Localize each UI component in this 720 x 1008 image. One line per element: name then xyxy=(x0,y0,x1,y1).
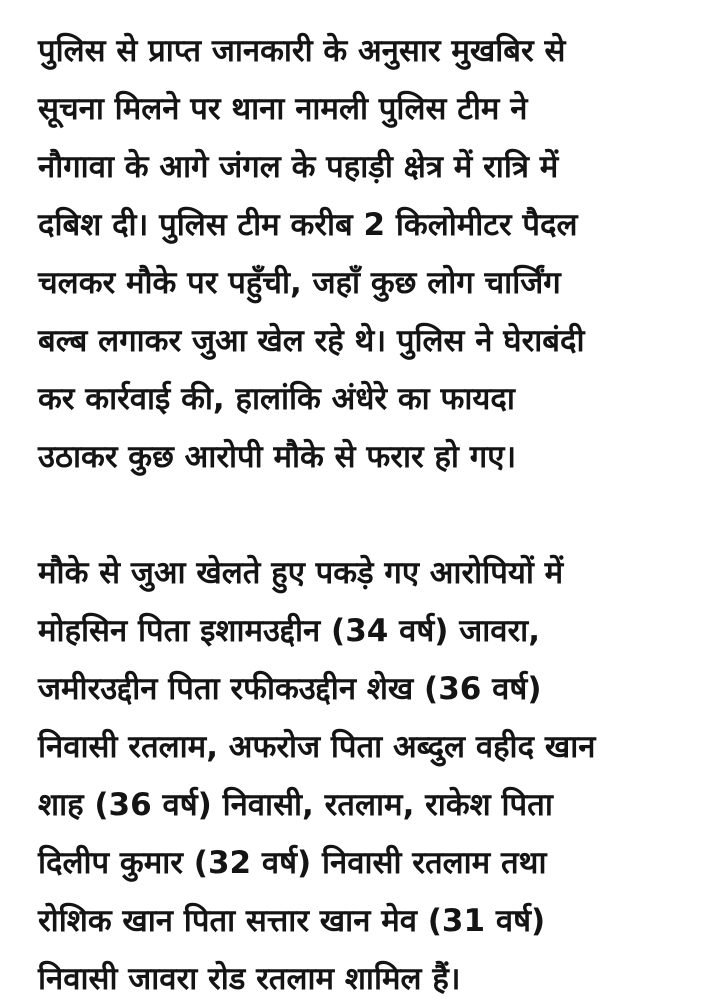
article-body xyxy=(38,22,710,1008)
text-line: मौके से जुआ खेलते हुए पकड़े गए आरोपियों में xyxy=(38,555,564,591)
text-line: बल्ब लगाकर जुआ खेल रहे थे। पुलिस ने घेराबंदी xyxy=(38,323,585,359)
text-line: शाह (36 वर्ष) निवासी, रतलाम, राकेश पिता xyxy=(38,787,553,823)
paragraph-accused-list xyxy=(38,544,710,1008)
text-line: रोशिक खान पिता सत्तार खान मेव (31 वर्ष) xyxy=(38,903,546,939)
text-line: दिलीप कुमार (32 वर्ष) निवासी रतलाम तथा xyxy=(38,845,547,881)
text-line: कर कार्रवाई की, हालांकि अंधेरे का फायदा xyxy=(38,381,515,417)
text-line: मोहसिन पिता इशामउद्दीन (34 वर्ष) जावरा, xyxy=(38,613,540,649)
text-line: पुलिस से प्राप्त जानकारी के अनुसार मुखबिर से xyxy=(38,33,566,69)
text-line: दबिश दी। पुलिस टीम करीब 2 किलोमीटर पैदल xyxy=(38,207,578,243)
paragraph-raid-account xyxy=(38,22,710,486)
text-line: निवासी रतलाम, अफरोज पिता अब्दुल वहीद खान xyxy=(38,729,596,765)
text-line: उठाकर कुछ आरोपी मौके से फरार हो गए। xyxy=(38,439,517,475)
text-line: चलकर मौके पर पहुँची, जहाँ कुछ लोग चार्जिंग xyxy=(38,265,561,301)
text-line: नौगावा के आगे जंगल के पहाड़ी क्षेत्र में रात्रि में xyxy=(38,149,559,185)
text-line: जमीरउद्दीन पिता रफीकउद्दीन शेख (36 वर्ष) xyxy=(38,671,542,707)
text-line: निवासी जावरा रोड रतलाम शामिल हैं। xyxy=(38,961,461,997)
paragraph-spacer xyxy=(38,486,710,544)
text-line: सूचना मिलने पर थाना नामली पुलिस टीम ने xyxy=(38,91,528,127)
